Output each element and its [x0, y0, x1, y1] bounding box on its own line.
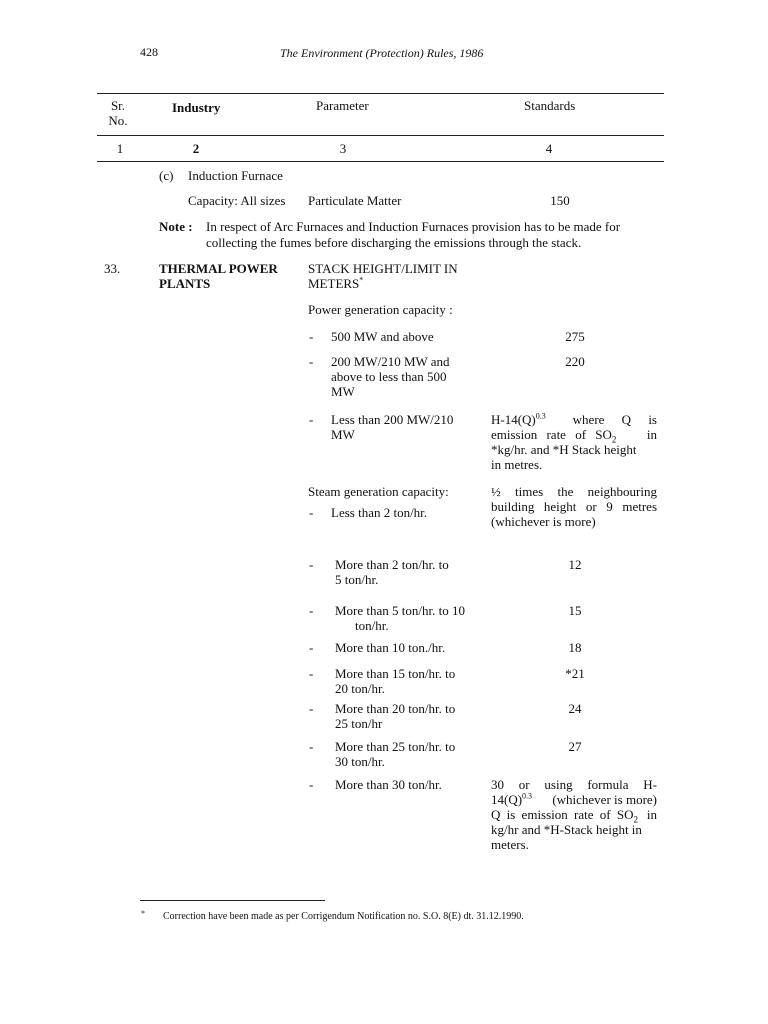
steam-last-standard: 30 or using formula H- $14(Q)^{0.3}$ (whichever is more) Q is emission rate of $SO_2$ in kg/hr and *H-Stack height in meters.	[491, 777, 657, 852]
col-number-2: 2	[192, 141, 200, 156]
power-heading: Power generation capacity :	[308, 302, 453, 317]
col-number-3: 3	[339, 141, 347, 156]
header-parameter: Parameter	[316, 98, 369, 113]
steam-row-standard: 24	[568, 701, 582, 716]
steam-row-dash: -	[309, 666, 314, 681]
steam-row-label: More than 15 ton/hr. to 20 ton/hr.	[335, 666, 456, 696]
thermal-industry: THERMAL POWER PLANTS	[159, 261, 278, 291]
steam-row-standard: 27	[568, 739, 582, 754]
header-rule	[97, 135, 664, 136]
note-line-1: In respect of Arc Furnaces and Induction Furnaces provision has to be made for	[206, 219, 621, 234]
running-title: The Environment (Protection) Rules, 1986	[280, 46, 484, 60]
steam-row-dash: -	[309, 640, 314, 655]
power-formula-standard: $H-14(Q)^{0.3}$ where Q is emission rate of $SO_2$ in *kg/hr. and *H Stack height in metres.	[491, 411, 657, 472]
page-number: 428	[140, 45, 158, 59]
induction-label: (c)	[159, 168, 174, 183]
induction-name: Induction Furnace	[188, 168, 283, 183]
steam-row-standard: 12	[568, 557, 582, 572]
steam-row-label: More than 2 ton/hr. to 5 ton/hr.	[335, 557, 449, 587]
header-sr-no: Sr. No.	[108, 98, 128, 128]
header-standards: Standards	[524, 98, 576, 113]
steam-row-dash: -	[309, 505, 314, 520]
power-row-label: 500 MW and above	[331, 329, 434, 344]
induction-capacity: Capacity: All sizes	[188, 193, 286, 208]
thermal-sr-no: 33.	[104, 261, 121, 276]
steam-row-label: Less than 2 ton/hr.	[331, 505, 428, 520]
steam-row-label: More than 25 ton/hr. to 30 ton/hr.	[335, 739, 456, 769]
col-number-1: 1	[116, 141, 124, 156]
steam-row-standard: 18	[568, 640, 582, 655]
thermal-parameter: STACK HEIGHT/LIMIT IN METERS*	[308, 261, 458, 291]
note-line-2: collecting the fumes before discharging the emissions through the stack.	[206, 235, 582, 250]
steam-row-standard: *21	[565, 666, 585, 681]
steam-row-dash: -	[309, 739, 314, 754]
table-top-rule	[97, 93, 664, 94]
induction-standard: 150	[550, 193, 570, 208]
footnote-rule	[140, 900, 325, 901]
steam-row-dash: -	[309, 603, 314, 618]
power-row-dash: -	[309, 354, 314, 369]
footnote-mark: *	[141, 909, 145, 918]
steam-row-label: More than 20 ton/hr. to 25 ton/hr	[335, 701, 456, 731]
induction-parameter: Particulate Matter	[308, 193, 402, 208]
footnote-text: Correction have been made as per Corrigendum Notification no. S.O. 8(E) dt. 31.12.1990.	[163, 911, 524, 922]
steam-row-dash: -	[309, 777, 314, 792]
col-number-4: 4	[545, 141, 553, 156]
power-row-label: 200 MW/210 MW and above to less than 500 MW	[331, 354, 450, 399]
header-industry: Industry	[172, 100, 221, 115]
steam-row-label: More than 5 ton/hr. to 10 ton/hr.	[335, 603, 465, 633]
steam-row-label: More than 30 ton/hr.	[335, 777, 442, 792]
steam-row-dash: -	[309, 557, 314, 572]
power-row-standard: 220	[565, 354, 585, 369]
power-row-dash: -	[309, 329, 314, 344]
column-number-rule	[97, 161, 664, 162]
steam-row-dash: -	[309, 701, 314, 716]
steam-heading: Steam generation capacity:	[308, 484, 449, 499]
correction-mark: *	[359, 275, 364, 285]
power-row-dash: -	[309, 412, 314, 427]
steam-first-standard: ½ times the neighbouring building height or 9 metres (whichever is more)	[491, 484, 657, 529]
power-row-label: Less than 200 MW/210 MW	[331, 412, 454, 442]
note-label: Note :	[159, 219, 193, 234]
steam-row-standard: 15	[568, 603, 582, 618]
steam-row-label: More than 10 ton./hr.	[335, 640, 446, 655]
power-row-standard: 275	[565, 329, 585, 344]
